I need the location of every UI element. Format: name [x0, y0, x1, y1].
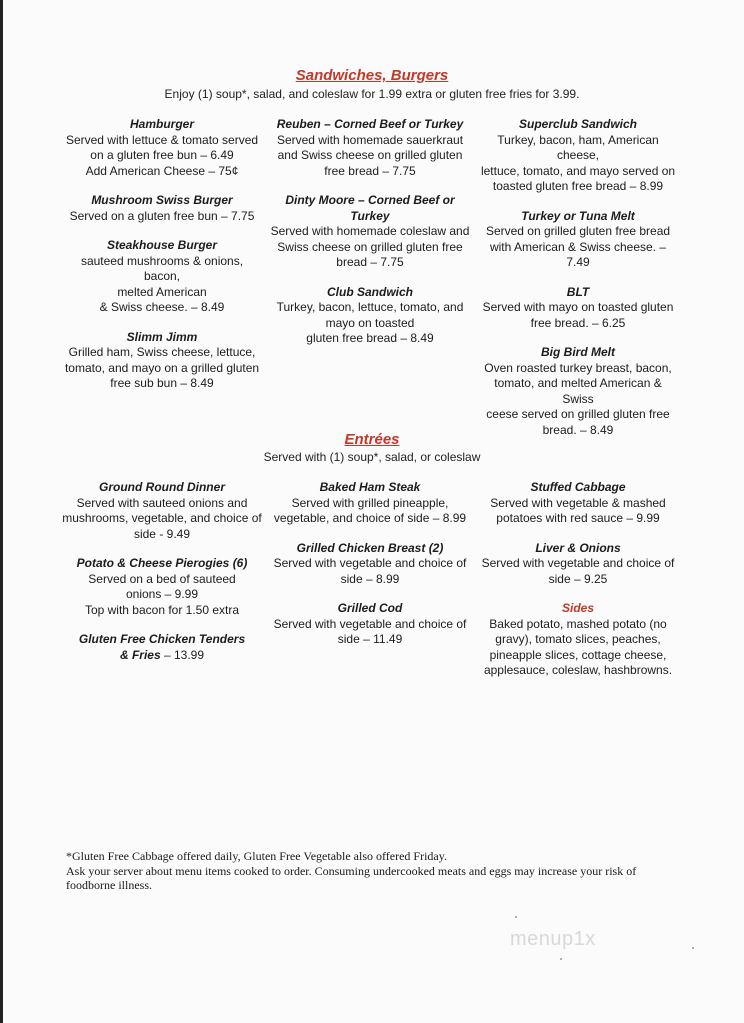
menu-item-name: Reuben – Corned Beef or Turkey	[276, 117, 464, 131]
menu-item-name: Slimm Jimm	[126, 329, 198, 344]
menu-item-description: Served with sauteed onions and mushrooms, vegetable, and choice of side - 9.49	[62, 495, 262, 541]
menu-item-description: Turkey, bacon, ham, American cheese, lettuce, tomato, and mayo served on toasted gluten free bread – 8.99	[480, 132, 676, 193]
menu-item-description: Served on grilled gluten free bread with American & Swiss cheese. – 7.49	[485, 224, 671, 269]
menu-item-description: Served with grilled pineapple, vegetable, and choice of side – 8.99	[273, 495, 467, 525]
menu-item-description: Served with vegetable and choice of side – 8.99	[273, 556, 467, 586]
menu-item-big-bird-melt	[478, 345, 678, 438]
menu-item-name: Potato & Cheese Pierogies (6)	[76, 556, 248, 570]
sandwiches-title: Sandwiches, Burgers	[295, 67, 449, 84]
menu-item-turkey-or-tuna-melt	[478, 209, 678, 271]
menu-item-hamburger	[62, 117, 262, 179]
footnote-undercooked-warning: Ask your server about menu items cooked to order. Consuming undercooked meats and eggs may increase your risk of foodborne illness.	[66, 863, 637, 892]
menu-item-name: Gluten Free Chicken Tenders & Fries – 13.99	[78, 632, 246, 662]
menu-item-description: sauteed mushrooms & onions, bacon, melted American & Swiss cheese. – 8.49	[80, 253, 244, 314]
menu-item-name: Superclub Sandwich	[518, 117, 638, 131]
footnote-gluten-free: *Gluten Free Cabbage offered daily, Gluten Free Vegetable also offered Friday.	[66, 849, 447, 863]
menu-item-club-sandwich	[270, 285, 470, 347]
scan-speck	[692, 947, 694, 949]
sandwiches-column-3	[478, 117, 678, 452]
entrees-column-1	[62, 480, 262, 677]
menu-item-blt	[478, 285, 678, 332]
menu-item-name: Dinty Moore – Corned Beef or Turkey	[285, 193, 455, 223]
scan-speck	[515, 916, 517, 918]
menu-item-name: Ground Round Dinner	[99, 480, 225, 494]
menu-item-name: Club Sandwich	[326, 284, 413, 299]
menu-item-name: Grilled Chicken Breast (2)	[296, 540, 444, 555]
menu-item-description: Grilled ham, Swiss cheese, lettuce, tomato, and mayo on a grilled gluten free sub bun – 8.49	[64, 345, 260, 390]
entrees-column-3	[478, 480, 678, 693]
menu-item-name: Stuffed Cabbage	[530, 480, 626, 494]
menu-item-name: Liver & Onions	[535, 540, 621, 555]
menu-item-price: – 13.99	[160, 647, 205, 662]
menu-item-potato-cheese-pierogies-6	[62, 556, 262, 618]
menu-item-grilled-chicken-breast-2	[270, 541, 470, 588]
menu-item-sides	[478, 601, 678, 679]
menu-item-description: Served with homemade sauerkraut and Swiss cheese on grilled gluten free bread – 7.75	[276, 132, 464, 178]
menu-item-name: Sides	[561, 601, 594, 615]
menu-item-description: Served with vegetable & mashed potatoes with red sauce – 9.99	[490, 495, 666, 525]
menu-item-name: Hamburger	[129, 117, 194, 131]
sandwiches-column-2	[270, 117, 470, 361]
entrees-title: Entrées	[344, 431, 400, 448]
menu-item-description: Served with vegetable and choice of side – 9.25	[481, 556, 675, 586]
scan-edge	[0, 0, 3, 1023]
menu-item-slimm-jimm	[62, 330, 262, 392]
entrees-subtitle: Served with (1) soup*, salad, or coleslaw	[263, 450, 481, 464]
watermark: menup1x	[510, 928, 596, 950]
sandwiches-column-1	[62, 117, 262, 406]
menu-item-name: Mushroom Swiss Burger	[91, 193, 233, 207]
menu-item-description: Served with lettuce & tomato served on a gluten free bun – 6.49 Add American Cheese – 75¢	[65, 132, 259, 178]
menu-item-description: Oven roasted turkey breast, bacon, tomato, and melted American & Swiss ceese served on grilled gluten free bread. – 8.49	[484, 360, 672, 437]
menu-item-stuffed-cabbage	[478, 480, 678, 527]
menu-item-steakhouse-burger	[62, 238, 262, 316]
menu-item-dinty-moore-corned-beef-or-turkey	[270, 193, 470, 271]
entrees-column-2	[270, 480, 470, 662]
menu-item-description: Served on a bed of sauteed onions – 9.99 Top with bacon for 1.50 extra	[84, 571, 240, 617]
menu-item-description: Served with homemade coleslaw and Swiss cheese on grilled gluten free bread – 7.75	[270, 224, 470, 269]
scan-speck	[560, 958, 562, 960]
menu-item-baked-ham-steak	[270, 480, 470, 527]
menu-item-description: Served on a gluten free bun – 7.75	[69, 208, 255, 223]
menu-item-description: Served with mayo on toasted gluten free bread. – 6.25	[482, 300, 674, 330]
menu-item-name: Baked Ham Steak	[319, 480, 421, 494]
menu-item-description: Baked potato, mashed potato (no gravy), tomato slices, peaches, pineapple slices, cottage cheese, applesauce, coleslaw, hashbrowns.	[483, 616, 673, 677]
footnote	[66, 849, 686, 893]
menu-item-name: Turkey or Tuna Melt	[521, 208, 635, 223]
menu-item-description: Served with vegetable and choice of side – 11.49	[273, 616, 467, 646]
menu-item-name: BLT	[566, 284, 590, 299]
menu-item-superclub-sandwich	[478, 117, 678, 195]
menu-item-gluten-free-chicken-tenders-fries	[62, 632, 262, 663]
menu-item-mushroom-swiss-burger	[62, 193, 262, 224]
menu-item-reuben-corned-beef-or-turkey	[270, 117, 470, 179]
menu-item-ground-round-dinner	[62, 480, 262, 542]
menu-item-name: Big Bird Melt	[541, 345, 615, 359]
sandwiches-subtitle: Enjoy (1) soup*, salad, and coleslaw for 1.99 extra or gluten free fries for 3.99.	[164, 87, 580, 101]
menu-item-name: Steakhouse Burger	[106, 238, 218, 252]
menu-item-name: Grilled Cod	[337, 601, 403, 615]
menu-item-description: Turkey, bacon, lettuce, tomato, and mayo on toasted gluten free bread – 8.49	[276, 300, 464, 345]
menu-item-grilled-cod	[270, 601, 470, 648]
menu-item-liver-onions	[478, 541, 678, 588]
